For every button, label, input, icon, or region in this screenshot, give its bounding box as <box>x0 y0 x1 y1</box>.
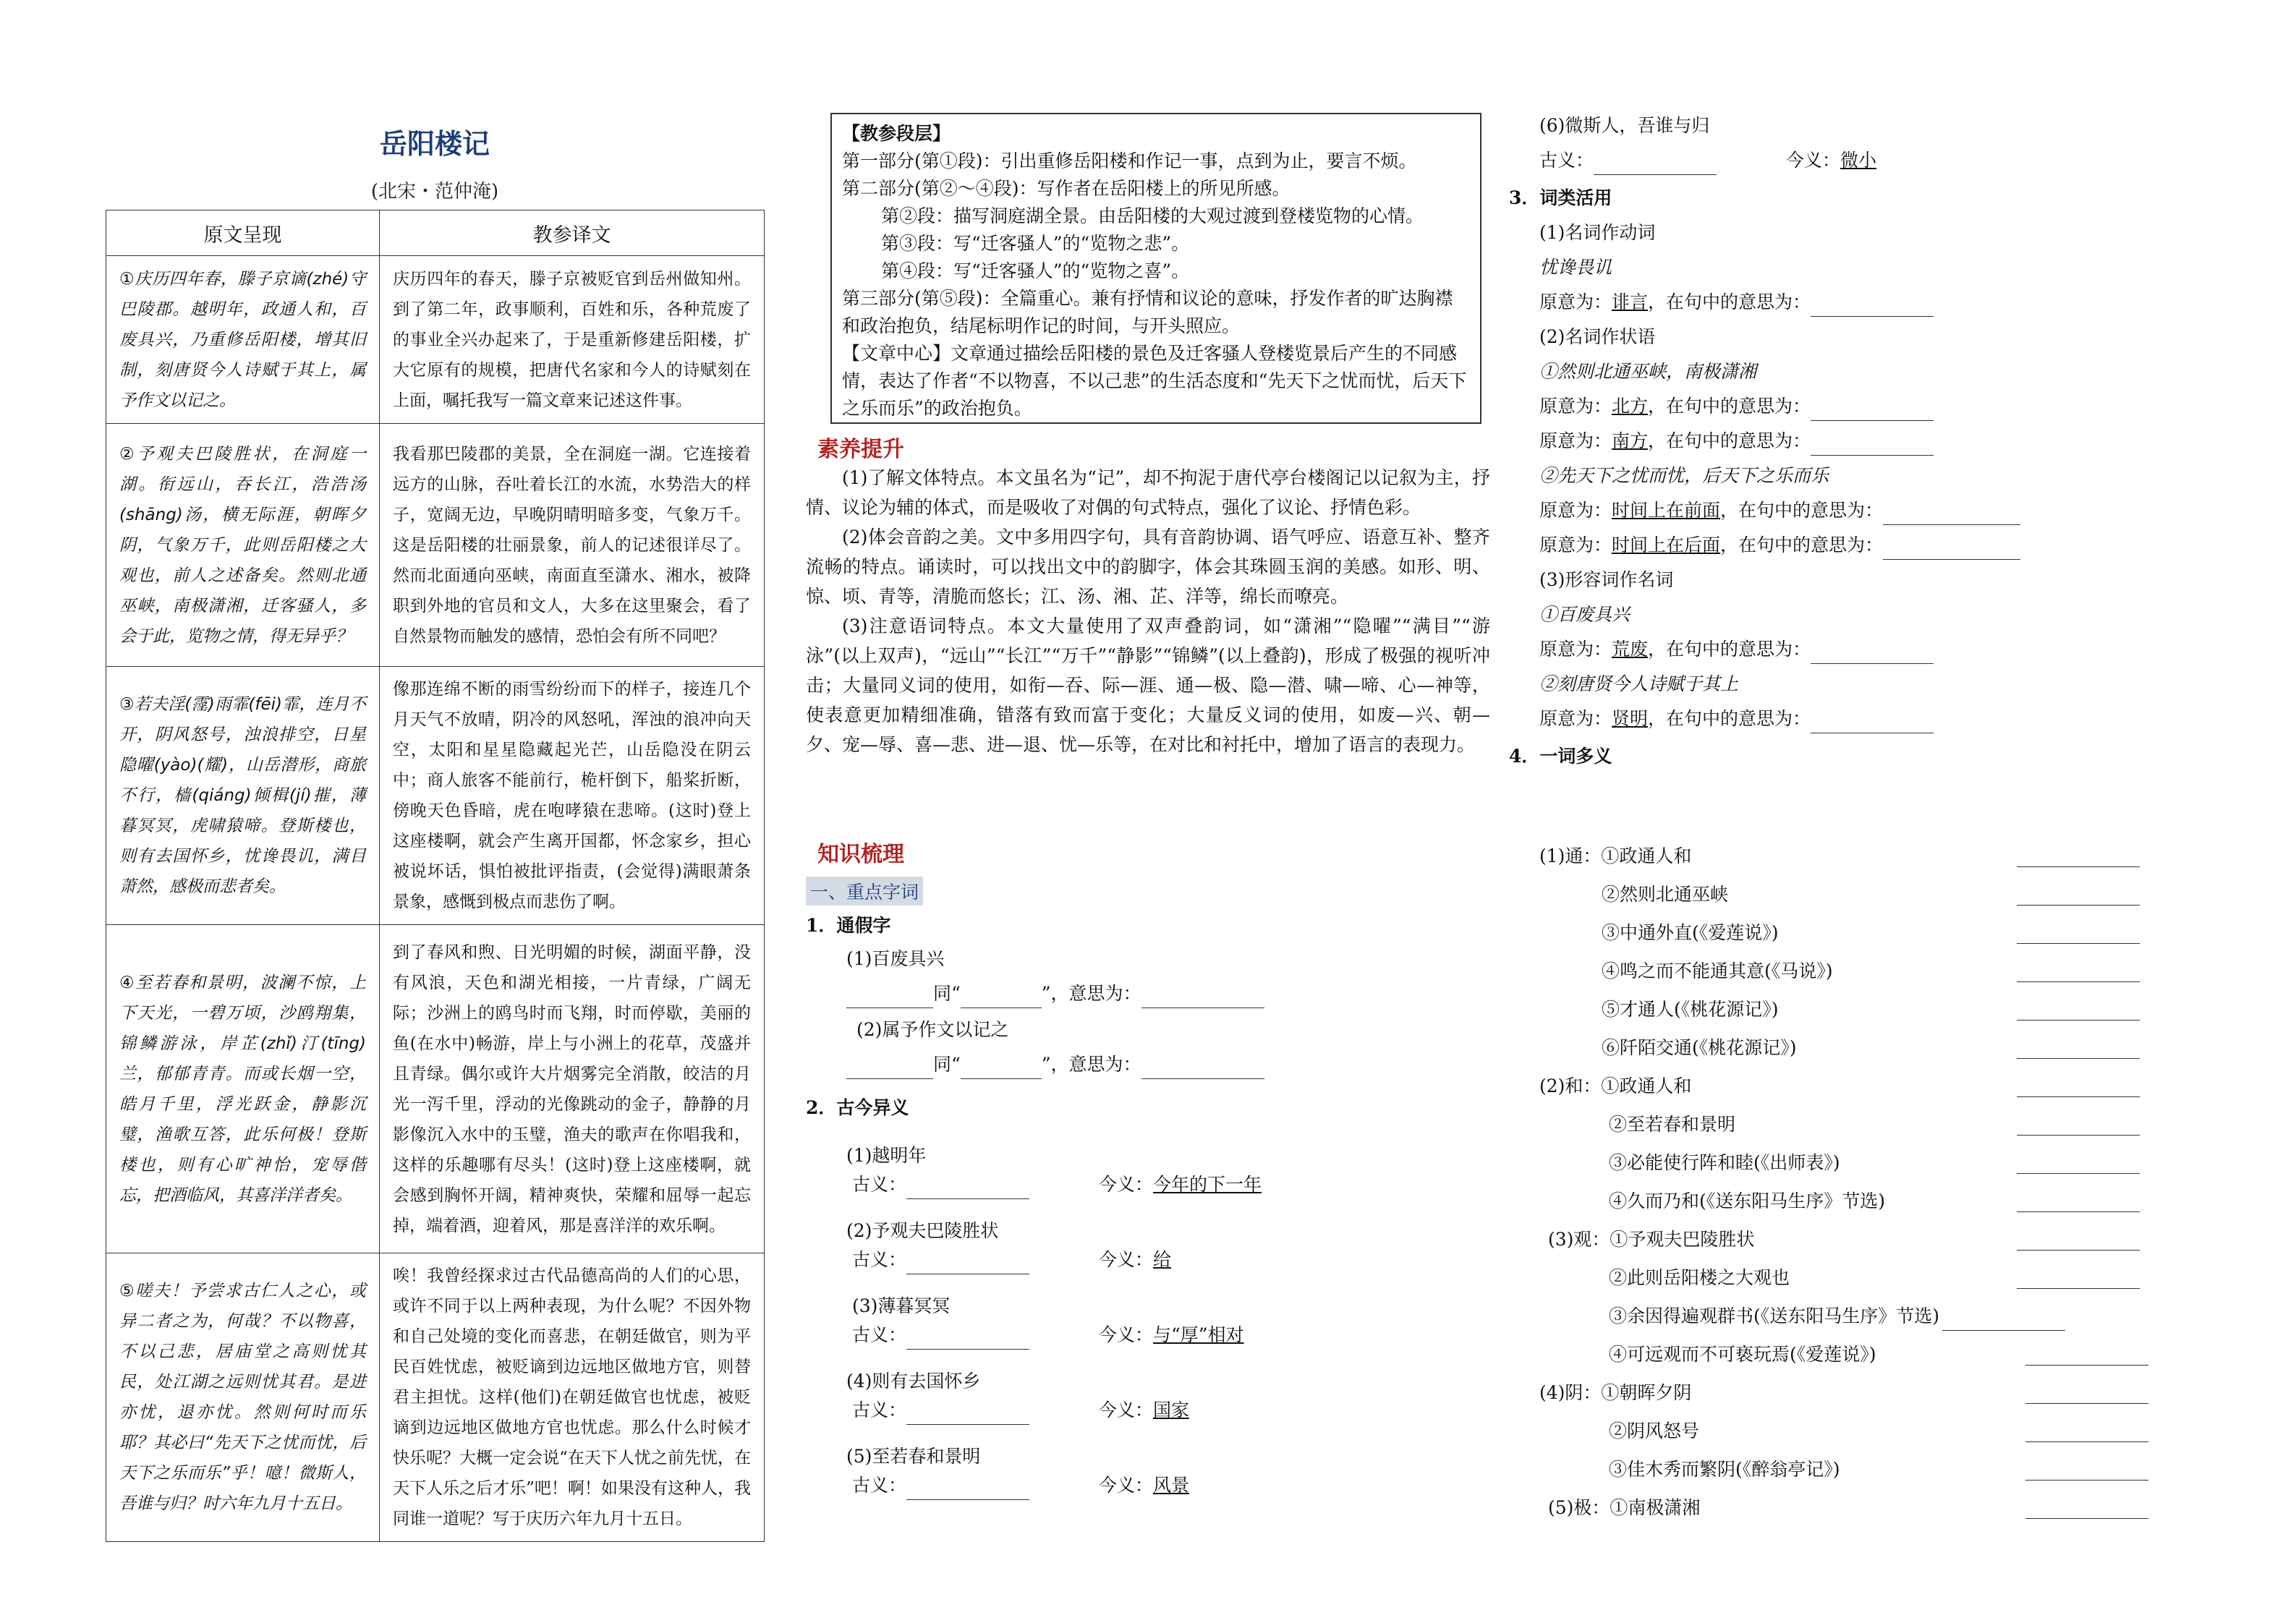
answer-blank[interactable] <box>1811 643 1934 664</box>
polysemy-group <box>1539 1072 2234 1216</box>
section-title-suyang: 素养提升 <box>817 437 904 462</box>
polysemy-row: ③中通外直(《爱莲说》) <box>1539 919 2234 947</box>
guji-item <box>846 1141 1497 1199</box>
guji-phrase: (4)则有去国怀乡 <box>846 1371 981 1392</box>
example-phrase: ②先天下之忧而忧，后天下之乐而乐 <box>1539 465 1829 486</box>
tongjia-section <box>806 911 1500 1123</box>
table-row <box>106 1253 765 1542</box>
modern-meaning: 国家 <box>1152 1400 1189 1420</box>
guji-answer-row: 古义： 今义：国家 <box>846 1396 1497 1425</box>
answer-blank[interactable] <box>961 987 1042 1008</box>
answer-blank[interactable] <box>1594 154 1717 175</box>
banner-text: 一、重点字词 <box>806 877 923 906</box>
answer-blank[interactable] <box>1811 400 1934 421</box>
answer-blank[interactable] <box>2025 1460 2148 1481</box>
jiaocan-line: 第④段：写“迁客骚人”的“览物之喜”。 <box>881 260 1190 281</box>
polysemy-row: ③余因得遍观群书(《送东阳马生序》节选) <box>1539 1302 2234 1331</box>
meaning-row: 原意为：荒废，在句中的意思为： <box>1539 635 2234 664</box>
guji-item <box>846 1442 1497 1500</box>
answer-blank[interactable] <box>1141 1058 1264 1079</box>
meaning-row: 原意为：时间上在后面，在句中的意思为： <box>1539 531 2234 560</box>
answer-blank[interactable] <box>1883 504 2020 525</box>
suyang-content <box>806 463 1490 759</box>
guji-item <box>846 1217 1497 1274</box>
polysemy-row: ⑥阡陌交通(《桃花源记》) <box>1539 1034 2234 1062</box>
meaning-row: 原意为：北方，在句中的意思为： <box>1539 392 2234 421</box>
guji-phrase: (1)越明年 <box>846 1145 927 1166</box>
answer-blank[interactable] <box>1811 296 1934 317</box>
answer-blank[interactable] <box>906 1178 1029 1199</box>
answer-blank[interactable] <box>961 1058 1042 1079</box>
author-line: (北宋・范仲淹) <box>370 181 499 203</box>
example-phrase: ①百废具兴 <box>1539 604 1630 625</box>
translation-text-5: 唉！我曾经探求过古代品德高尚的人们的心思，或许不同于以上两种表现，为什么呢？不因外物和自己处境的变化而喜悲，在朝廷做官，则为平民百姓忧虑，被贬谪到边远地区做地方官，则替君主担忧。这样(他们)在朝廷做官也忧虑，被贬谪到边远地区做地方官也忧虑。那么什么时候才快乐呢？大概一定会说“在天下人忧之前先忧，在天下人乐之后才乐”吧！啊！如果没有这种人，我同谁一道呢？写于庆历六年九月十五日。 <box>380 1253 765 1542</box>
original-text-3: ③若夫淫(霪)雨霏(fēi)霏，连月不开，阴风怒号，浊浪排空，日星隐曜(yào)(耀)，山岳潜形，商旅不行，樯(qiáng)倾楫(jí)摧，薄暮冥冥，虎啸猿啼。登斯楼也，则有去国怀乡，忧谗畏讥，满目萧然，感极而悲者矣。 <box>106 667 380 925</box>
meaning-row: 原意为：南方，在句中的意思为： <box>1539 427 2234 456</box>
answer-blank[interactable] <box>2017 1268 2140 1289</box>
table-row <box>106 256 765 424</box>
guji-item <box>846 1367 1497 1425</box>
answer-blank[interactable] <box>2017 1115 2140 1136</box>
table-row <box>106 667 765 925</box>
guji-phrase: (6)微斯人，吾谁与归 <box>1539 115 1710 136</box>
modern-meaning: 风景 <box>1152 1475 1189 1496</box>
subheading: 4．一词多义 <box>1509 746 1612 767</box>
polysemy-row: ②至若春和景明 <box>1539 1110 2234 1139</box>
modern-meaning: 与“厚”相对 <box>1152 1324 1244 1345</box>
polysemy-row: ③必能使行阵和睦(《出师表》) <box>1539 1149 2234 1177</box>
translation-text-2: 我看那巴陵郡的美景，全在洞庭一湖。它连接着远方的山脉，吞吐着长江的水流，水势浩大的样子，宽阔无边，早晚阴晴明暗多变，气象万千。这是岳阳楼的壮丽景象，前人的记述很详尽了。然而北面通向巫峡，南面直至潇水、湘水，被降职到外地的官员和文人，大多在这里聚会，看了自然景物而触发的感情，恐怕会有所不同吧？ <box>380 424 765 667</box>
answer-blank[interactable] <box>2017 1230 2140 1251</box>
answer-blank[interactable] <box>2017 846 2140 867</box>
table-row <box>106 925 765 1253</box>
meaning-row: 原意为：诽言，在句中的意思为： <box>1539 288 2234 317</box>
polysemy-row: ④可远观而不可亵玩焉(《爱莲说》) <box>1539 1340 2234 1369</box>
translation-text-4: 到了春风和煦、日光明媚的时候，湖面平静，没有风浪，天色和湖光相接，一片青绿，广阔无际；沙洲上的鸥鸟时而飞翔，时而停歇，美丽的鱼(在水中)畅游，岸上与小洲上的花草，茂盛并且青绿。偶尔或许大片烟雾完全消散，皎洁的月光一泻千里，浮动的光像跳动的金子，静静的月影像沉入水中的玉璧，渔夫的歌声在你唱我和，这样的乐趣哪有尽头！(这时)登上这座楼啊，就会感到胸怀开阔，精神爽快，荣耀和屈辱一起忘掉，端着酒，迎着风，那是喜洋洋的欢乐啊。 <box>380 925 765 1253</box>
article-center: 【文章中心】文章通过描绘岳阳楼的景色及迁客骚人登楼览景后产生的不同感情，表达了作者“不以物喜，不以己悲”的生活态度和“先天下之忧而忧，后天下之乐而乐”的政治抱负。 <box>842 343 1467 419</box>
jiaocan-line: 第二部分(第②～④段)：写作者在岳阳楼上的所见所感。 <box>842 178 1291 199</box>
jiaocan-title: 【教参段层】 <box>842 123 951 144</box>
example-phrase: ①然则北通巫峡，南极潇湘 <box>1539 361 1757 382</box>
suyang-paragraph: (3)注意语词特点。本文大量使用了双声叠韵词，如“潇湘”“隐曜”“满目”“游泳”(以上双声)，“远山”“长江”“万千”“静影”“锦鳞”(以上叠韵)，形成了极强的视听冲击；大量同义词的使用，如衔—吞、际—涯、通—极、隐—潜、啸—啼、心—神等，使表意更加精细准确，错落有致而富于变化；大量反义词的使用，如废—兴、朝—夕、宠—辱、喜—悲、进—退、忧—乐等，在对比和衬托中，增加了语言的表现力。 <box>806 615 1490 755</box>
answer-blank[interactable] <box>2025 1345 2148 1366</box>
guji-phrase: (2)予观夫巴陵胜状 <box>846 1220 999 1241</box>
answer-blank[interactable] <box>846 1058 933 1079</box>
fill-row: 同“ ”，意思为： <box>806 1050 1500 1079</box>
section-title-zhishi: 知识梳理 <box>817 842 904 867</box>
polysemy-list <box>1539 842 2234 1522</box>
example-phrase: 忧谗畏讥 <box>1539 257 1612 278</box>
header-translation: 教参译文 <box>380 210 765 256</box>
modern-meaning: 微小 <box>1840 150 1876 171</box>
jiaocan-box <box>830 113 1481 424</box>
polysemy-group <box>1539 842 2234 1062</box>
guji-answer-row: 古义： 今义：微小 <box>1539 146 2234 175</box>
guji-item <box>846 1292 1497 1350</box>
answer-blank[interactable] <box>2025 1421 2148 1442</box>
jiaocan-line: 第③段：写“迁客骚人”的“览物之悲”。 <box>881 233 1190 254</box>
guji-section <box>846 1141 1497 1500</box>
answer-blank[interactable] <box>906 1253 1029 1274</box>
guji-answer-row: 古义： 今义：给 <box>846 1245 1497 1274</box>
answer-blank[interactable] <box>2017 885 2140 906</box>
answer-blank[interactable] <box>2017 1076 2140 1097</box>
key-words-banner <box>806 877 923 906</box>
polysemy-section <box>1539 842 2234 1522</box>
modern-meaning: 今年的下一年 <box>1152 1174 1262 1195</box>
jiaocan-line: 第三部分(第⑤段)：全篇重心。兼有抒情和议论的意味，抒发作者的旷达胸襟和政治抱负，结尾标明作记的时间，与开头照应。 <box>842 288 1453 336</box>
guji-phrase: (3)薄暮冥冥 <box>852 1295 951 1316</box>
subheading: 3．词类活用 <box>1509 187 1612 208</box>
subheading: (3)形容词作名词 <box>1539 569 1674 590</box>
text-translation-table <box>106 210 765 1542</box>
polysemy-row: ②然则北通巫峡 <box>1539 880 2234 909</box>
original-text-2: ②予观夫巴陵胜状，在洞庭一湖。衔远山，吞长江，浩浩汤(shāng)汤，横无际涯，朝晖夕阴，气象万千，此则岳阳楼之大观也，前人之述备矣。然则北通巫峡，南极潇湘，迁客骚人，多会于此，览物之情，得无异乎？ <box>106 424 380 667</box>
header-original: 原文呈现 <box>106 210 380 256</box>
translation-text-1: 庆历四年的春天，滕子京被贬官到岳州做知州。到了第二年，政事顺利，百姓和乐，各种荒废了的事业全兴办起来了，于是重新修建岳阳楼，扩大它原有的规模，把唐代名家和今人的诗赋刻在上面，嘱托我写一篇文章来记述这件事。 <box>380 256 765 424</box>
guji-phrase: (5)至若春和景明 <box>846 1446 981 1467</box>
answer-blank[interactable] <box>1811 712 1934 733</box>
polysemy-row: (3)观：①予观夫巴陵胜状 <box>1539 1225 2234 1254</box>
fill-row: 同“ ”，意思为： <box>806 979 1500 1008</box>
original-text-1: ①庆历四年春，滕子京谪(zhé)守巴陵郡。越明年，政通人和，百废具兴，乃重修岳阳楼，增其旧制，刻唐贤今人诗赋于其上，属予作文以记之。 <box>106 256 380 424</box>
table-row <box>106 424 765 667</box>
suyang-paragraph: (2)体会音韵之美。文中多用四字句，具有音韵协调、语气呼应、语意互补、整齐流畅的特点。诵读时，可以找出文中的韵脚字，体会其珠圆玉润的美感。如形、明、惊、顷、青等，清脆而悠长；江、汤、湘、芷、洋等，绵长而嘹亮。 <box>806 527 1490 607</box>
page-title: 岳阳楼记 <box>379 127 490 160</box>
polysemy-row: (4)阴：①朝晖夕阴 <box>1539 1379 2234 1407</box>
answer-blank[interactable] <box>2017 1038 2140 1059</box>
subheading: 2．古今异义 <box>806 1097 909 1118</box>
polysemy-group <box>1539 1494 2234 1522</box>
translation-text-3: 像那连绵不断的雨雪纷纷而下的样子，接连几个月天气不放晴，阴冷的风怒吼，浑浊的浪冲向天空，太阳和星星隐藏起光芒，山岳隐没在阴云中；商人旅客不能前行，桅杆倒下，船桨折断，傍晚天色昏暗，虎在咆哮猿在悲啼。(这时)登上这座楼啊，就会产生离开国都，怀念家乡，担心被说坏话，惧怕被批评指责，(会觉得)满眼萧条景象，感慨到极点而悲伤了啊。 <box>380 667 765 925</box>
guji-answer-row: 古义： 今义：风景 <box>846 1471 1497 1500</box>
guji-answer-row: 古义： 今义：今年的下一年 <box>846 1170 1497 1199</box>
meaning-row: 原意为：时间上在前面，在句中的意思为： <box>1539 496 2234 525</box>
answer-blank[interactable] <box>906 1329 1029 1350</box>
answer-blank[interactable] <box>1942 1310 2065 1331</box>
answer-blank[interactable] <box>1141 987 1264 1008</box>
guji-answer-row: 古义： 今义：与“厚”相对 <box>846 1321 1497 1350</box>
polysemy-row: (5)极：①南极潇湘 <box>1539 1494 2234 1522</box>
answer-blank[interactable] <box>2017 923 2140 944</box>
polysemy-row: ②阴风怒号 <box>1539 1417 2234 1446</box>
polysemy-row: ④鸣之而不能通其意(《马说》) <box>1539 957 2234 986</box>
meaning-row: 原意为：贤明，在句中的意思为： <box>1539 704 2234 733</box>
jiaocan-line: 第②段：描写洞庭湖全景。由岳阳楼的大观过渡到登楼览物的心情。 <box>881 205 1424 226</box>
modern-meaning: 给 <box>1152 1249 1171 1270</box>
answer-blank[interactable] <box>1811 435 1934 456</box>
subheading: (1)名词作动词 <box>1539 222 1656 243</box>
polysemy-row: ④久而乃和(《送东阳马生序》节选) <box>1539 1187 2234 1216</box>
answer-blank[interactable] <box>906 1404 1029 1425</box>
answer-blank[interactable] <box>2017 1000 2140 1021</box>
example-phrase: ②刻唐贤今人诗赋于其上 <box>1539 673 1739 694</box>
answer-blank[interactable] <box>2025 1498 2148 1519</box>
column-three <box>1509 111 2234 771</box>
original-text-5: ⑤嗟夫！予尝求古仁人之心，或异二者之为，何哉？不以物喜，不以己悲，居庙堂之高则忧其民，处江湖之远则忧其君。是进亦忧，退亦忧。然则何时而乐耶？其必曰“先天下之忧而忧，后天下之乐而乐”乎！噫！微斯人，吾谁与归？时六年九月十五日。 <box>106 1253 380 1542</box>
list-item: (1)百废具兴 <box>846 948 945 969</box>
subheading: (2)名词作状语 <box>1539 326 1656 347</box>
polysemy-row: ⑤才通人(《桃花源记》) <box>1539 995 2234 1024</box>
answer-blank[interactable] <box>1883 539 2020 560</box>
polysemy-row: ②此则岳阳楼之大观也 <box>1539 1264 2234 1292</box>
list-item: (2)属予作文以记之 <box>856 1019 1009 1040</box>
polysemy-row: ③佳木秀而繁阴(《醉翁亭记》) <box>1539 1455 2234 1484</box>
answer-blank[interactable] <box>906 1479 1029 1500</box>
answer-blank[interactable] <box>2025 1383 2148 1404</box>
table-header-row <box>106 210 765 256</box>
polysemy-row: (1)通：①政通人和 <box>1539 842 2234 871</box>
polysemy-group <box>1539 1379 2234 1484</box>
answer-blank[interactable] <box>2017 961 2140 982</box>
answer-blank[interactable] <box>846 987 933 1008</box>
jiaocan-line: 第一部分(第①段)：引出重修岳阳楼和作记一事，点到为止，要言不烦。 <box>842 150 1417 171</box>
answer-blank[interactable] <box>2017 1191 2140 1212</box>
polysemy-group <box>1539 1225 2234 1369</box>
subheading: 1．通假字 <box>806 915 891 936</box>
polysemy-row: (2)和：①政通人和 <box>1539 1072 2234 1101</box>
suyang-paragraph: (1)了解文体特点。本文虽名为“记”，却不拘泥于唐代亭台楼阁记以记叙为主，抒情、议论为辅的体式，而是吸收了对偶的句式特点，强化了议论、抒情色彩。 <box>806 467 1490 518</box>
original-text-4: ④至若春和景明，波澜不惊，上下天光，一碧万顷，沙鸥翔集，锦鳞游泳，岸芷(zhǐ)汀(tīng)兰，郁郁青青。而或长烟一空，皓月千里，浮光跃金，静影沉璧，渔歌互答，此乐何极！登斯楼也，则有心旷神怡，宠辱偕忘，把酒临风，其喜洋洋者矣。 <box>106 925 380 1253</box>
answer-blank[interactable] <box>2017 1153 2140 1174</box>
